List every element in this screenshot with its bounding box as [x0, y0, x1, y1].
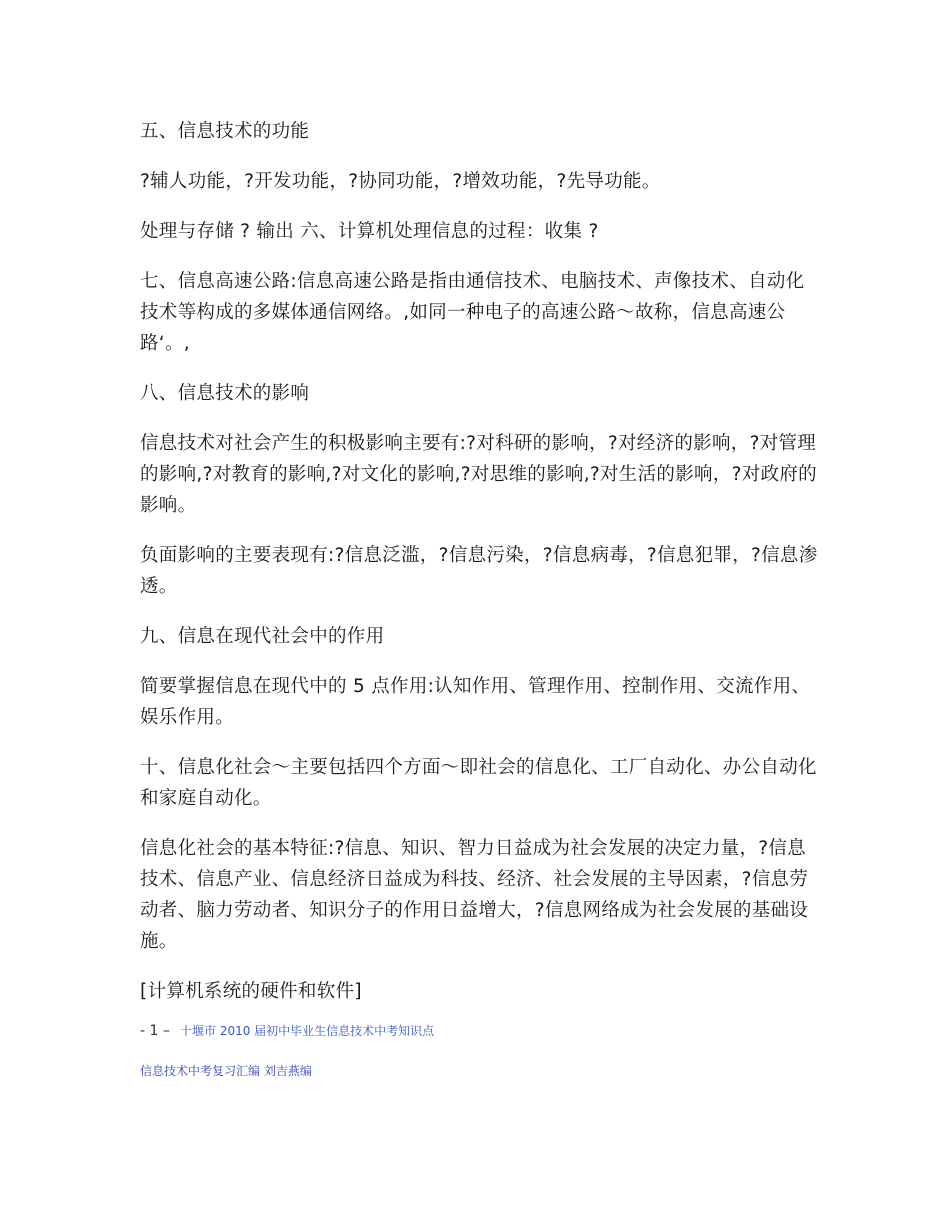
paragraph-positive-impact: 信息技术对社会产生的积极影响主要有:?对科研的影响，?对经济的影响，?对管理的影响,?对教育的影响,?对文化的影响,?对思维的影响,?对生活的影响，?对政府的影响。 [140, 433, 817, 516]
paragraph-functions-list: ?辅人功能，?开发功能，?协同功能，?增效功能，?先导功能。 [140, 171, 661, 192]
page-number: - 1 – [140, 1023, 170, 1039]
credit-link[interactable]: 信息技术中考复习汇编 刘吉燕编 [140, 1064, 312, 1078]
page-footer [140, 1022, 434, 1041]
paragraph-five-roles: 简要掌握信息在现代中的 5 点作用:认知作用、管理作用、控制作用、交流作用、娱乐作用。 [140, 676, 811, 728]
document-body [140, 116, 820, 1026]
section-heading-functions: 五、信息技术的功能 [140, 121, 310, 142]
paragraph-negative-impact: 负面影响的主要表现有:?信息泛滥，?信息污染，?信息病毒，?信息犯罪，?信息渗透。 [140, 545, 818, 597]
paragraph-information-society: 十、信息化社会～主要包括四个方面～即社会的信息化、工厂自动化、办公自动化和家庭自动化。 [140, 757, 817, 809]
section-heading-impact: 八、信息技术的影响 [140, 383, 310, 404]
paragraph-society-features: 信息化社会的基本特征:?信息、知识、智力日益成为社会发展的决定力量，?信息技术、信息产业、信息经济日益成为科技、经济、社会发展的主导因素，?信息劳动者、脑力劳动者、知识分子的作用日益增大，?信息网络成为社会发展的基础设施。 [140, 838, 809, 952]
section-heading-role: 九、信息在现代社会中的作用 [140, 626, 385, 647]
footer-source-link[interactable]: 十堰市 2010 届初中毕业生信息技术中考知识点 [180, 1024, 435, 1038]
section-heading-hardware-software: [计算机系统的硬件和软件] [140, 981, 362, 1002]
paragraph-information-highway: 七、信息高速公路:信息高速公路是指由通信技术、电脑技术、声像技术、自动化技术等构成的多媒体通信网络。,如同一种电子的高速公路～故称，信息高速公路‘。, [140, 271, 805, 354]
paragraph-processing-steps: 处理与存储 ? 输出 六、计算机处理信息的过程：收集 ? [140, 221, 599, 242]
